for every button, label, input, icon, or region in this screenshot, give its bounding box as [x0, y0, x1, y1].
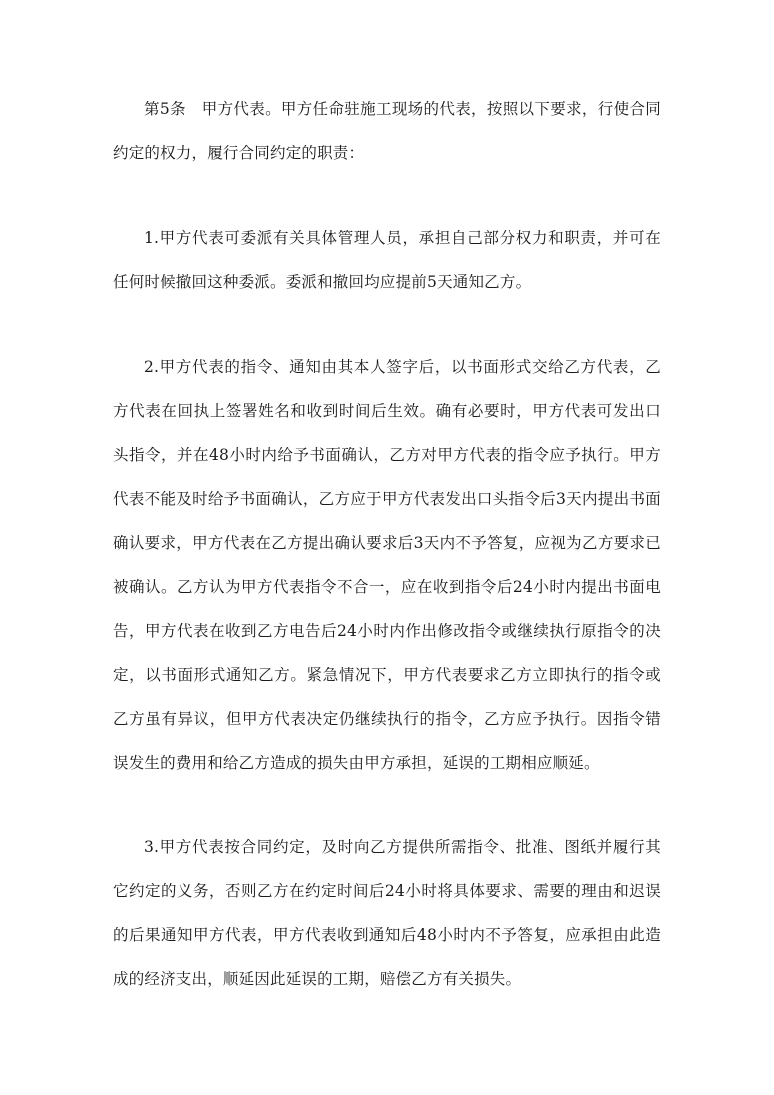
clause-1-paragraph: 1.甲方代表可委派有关具体管理人员，承担自己部分权力和职责，并可在任何时候撤回这种委派。委派和撤回均应提前5天通知乙方。	[113, 229, 661, 291]
clause-3-paragraph: 3.甲方代表按合同约定，及时向乙方提供所需指令、批准、图纸并履行其它约定的义务，否则乙方在约定时间后24小时将具体要求、需要的理由和迟误的后果通知甲方代表，甲方代表收到通知后48小时内不予答复，应承担由此造成的经济支出，顺延因此延误的工期，赔偿乙方有关损失。	[113, 838, 661, 988]
clause-2-paragraph: 2.甲方代表的指令、通知由其本人签字后，以书面形式交给乙方代表，乙方代表在回执上签署姓名和收到时间后生效。确有必要时，甲方代表可发出口头指令，并在48小时内给予书面确认，乙方对甲方代表的指令应予执行。甲方代表不能及时给予书面确认，乙方应于甲方代表发出口头指令后3天内提出书面确认要求，甲方代表在乙方提出确认要求后3天内不予答复，应视为乙方要求已被确认。乙方认为甲方代表指令不合一，应在收到指令后24小时内提出书面电告，甲方代表在收到乙方电告后24小时内作出修改指令或继续执行原指令的决定，以书面形式通知乙方。紧急情况下，甲方代表要求乙方立即执行的指令或乙方虽有异议，但甲方代表决定仍继续执行的指令，乙方应予执行。因指令错误发生的费用和给乙方造成的损失由甲方承担，延误的工期相应顺延。	[113, 358, 661, 772]
article-5-intro: 第5条 甲方代表。甲方任命驻施工现场的代表，按照以下要求，行使合同约定的权力，履行合同约定的职责：	[113, 100, 661, 162]
